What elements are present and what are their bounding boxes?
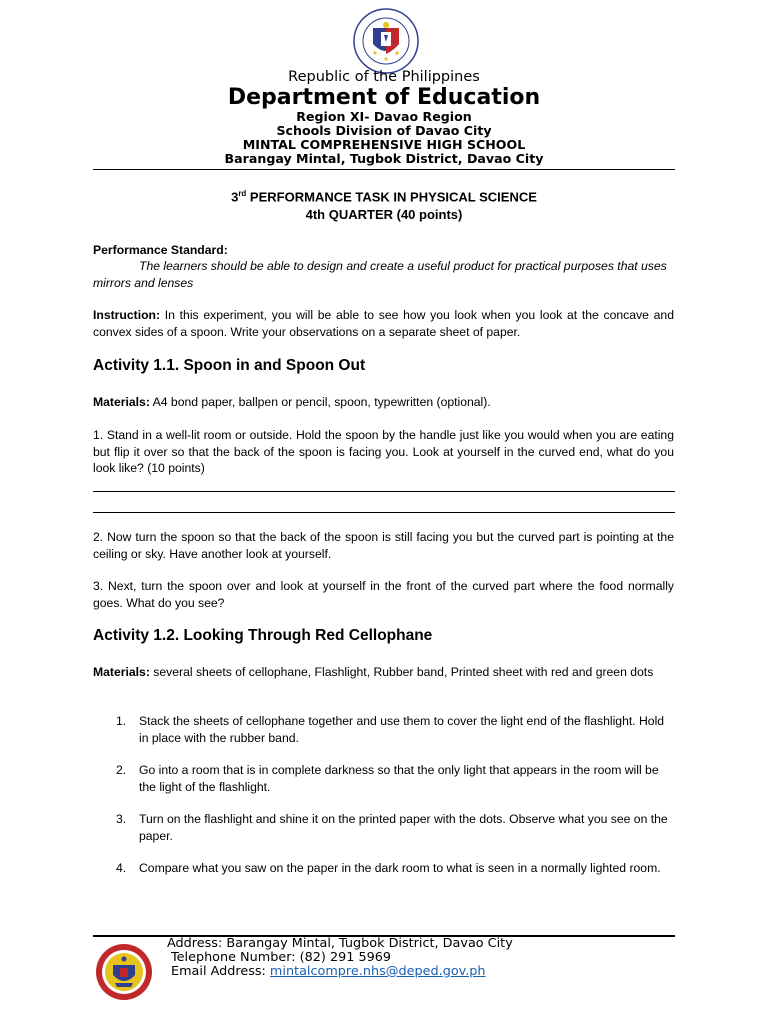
activity-1-step-1: 1. Stand in a well-lit room or outside. Hold the spoon by the handle just like you would when you are eating but flip it over so that the back of the spoon is facing you. Look at yourself in the curved end, what do you look like? (10 points) — [93, 428, 674, 475]
school-name: MINTAL COMPREHENSIVE HIGH SCHOOL — [242, 137, 526, 152]
performance-standard-label: Performance Standard: — [93, 243, 228, 257]
header-divider — [93, 169, 675, 170]
instruction-paragraph: Instruction: In this experiment, you will be able to see how you look when you look at the concave and convex sides of a spoon. Write your observations on a separate sheet of paper. — [93, 308, 674, 339]
deped-seal-logo — [348, 8, 424, 74]
activity-1-materials: Materials: A4 bond paper, ballpen or pencil, spoon, typewritten (optional). — [93, 395, 491, 409]
department-name: Department of Education — [227, 85, 541, 110]
footer-email-line: Email Address: mintalcompre.nhs@deped.gov.ph — [171, 964, 486, 979]
school-seal-logo — [95, 943, 153, 1001]
country-name: Republic of the Philippines — [288, 69, 480, 85]
division-name: Schools Division of Davao City — [276, 123, 492, 138]
activity-2-materials: Materials: several sheets of cellophane, Flashlight, Rubber band, Printed sheet with red and green dots — [93, 665, 654, 679]
school-address: Barangay Mintal, Tugbok District, Davao City — [224, 151, 544, 166]
region-name: Region XI- Davao Region — [296, 109, 472, 124]
activity-2-step-2: 2. Go into a room that is in complete darkness so that the only light that appears in the room will be the light of the flashlight. — [116, 763, 659, 794]
activity-1-step-3: 3. Next, turn the spoon over and look at yourself in the front of the curved part where the food normally goes. What do you see? — [93, 579, 674, 610]
activity-1-step-2: 2. Now turn the spoon so that the back of the spoon is still facing you but the curved part is pointing at the ceiling or sky. Have another look at yourself. — [93, 530, 674, 561]
answer-line-1 — [93, 491, 675, 492]
footer-address: Address: Barangay Mintal, Tugbok District, Davao City — [167, 936, 513, 951]
answer-line-2 — [93, 512, 675, 513]
activity-2-step-1: 1. Stack the sheets of cellophane together and use them to cover the light end of the flashlight. Hold in place with the rubber band. — [116, 714, 665, 745]
activity-2-step-3: 3. Turn on the flashlight and shine it on the printed paper with the dots. Observe what you see on the paper. — [116, 812, 668, 843]
activity-2-heading: Activity 1.2. Looking Through Red Cellophane — [93, 627, 433, 644]
quarter-title: 4th QUARTER (40 points) — [305, 207, 463, 222]
footer-phone: Telephone Number: (82) 291 5969 — [171, 950, 392, 965]
performance-standard-text: The learners should be able to design and create a useful product for practical purposes that uses mirrors and lenses — [93, 259, 667, 290]
email-link[interactable]: mintalcompre.nhs@deped.gov.ph — [269, 964, 486, 979]
activity-1-heading: Activity 1.1. Spoon in and Spoon Out — [93, 357, 366, 374]
task-title: 3rd PERFORMANCE TASK IN PHYSICAL SCIENCE — [231, 189, 537, 205]
activity-2-step-4: 4. Compare what you saw on the paper in the dark room to what is seen in a normally lighted room. — [116, 861, 661, 875]
